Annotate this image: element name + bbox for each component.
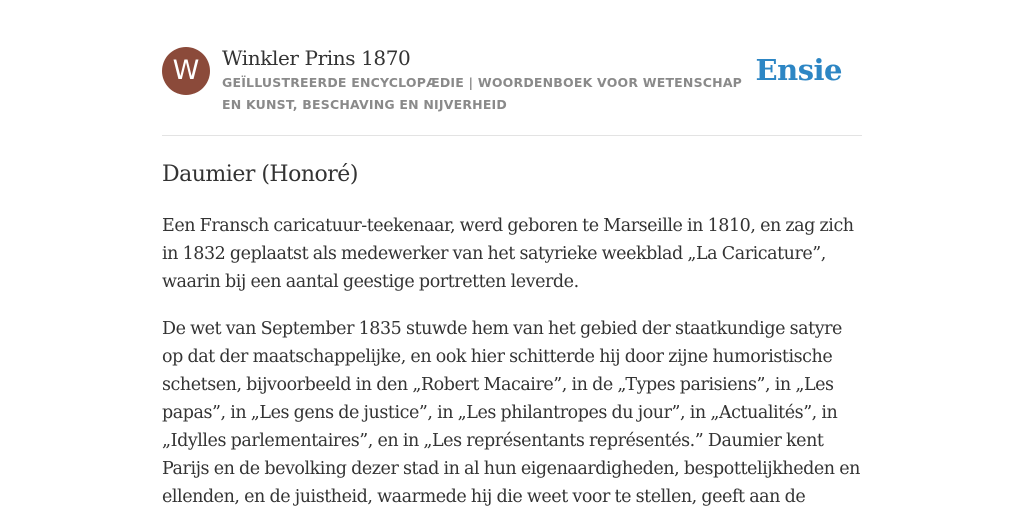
entry-paragraph: Een Fransch caricatuur-teekenaar, werd geboren te Marseille in 1810, en zag zich in 1832 geplaatst als medewerker van het satyrieke weekblad „La Caricature”, waarin bij een aantal geestige portretten leverde. (162, 216, 854, 292)
article-container (162, 0, 862, 507)
entry-title: Daumier (Honoré) (162, 162, 358, 187)
ensie-logo[interactable]: Ensie (755, 53, 842, 87)
entry-paragraph: De wet van September 1835 stuwde hem van het gebied der staatkundige satyre op dat der maatschappelijke, en ook hier schitterde hij door zijne humoristische schetsen, bijvoorbeeld in den „Robert Macaire”, in de „Types parisiens”, in „Les papas”, in „Les gens de justice”, in „Les philantropes du jour”, in „Actualités”, in „Idylles parlementaires”, en in „Les représentants représentés.” Daumier kent Parijs en de bevolking dezer stad in al hun eigenaardigheden, bespottelijkheden en ellenden, en de juistheid, waarmede hij die weet voor te stellen, geeft aan de (162, 319, 860, 507)
source-subtitle: GEÏLLUSTREERDE ENCYCLOPÆDIE | WOORDENBOEK VOOR WETENSCHAP EN KUNST, BESCHAVING EN NIJVERHEID (222, 75, 743, 112)
source-avatar[interactable]: W (162, 47, 210, 95)
source-title[interactable]: Winkler Prins 1870 (222, 46, 411, 70)
source-header (162, 0, 862, 136)
entry-body (162, 212, 862, 512)
